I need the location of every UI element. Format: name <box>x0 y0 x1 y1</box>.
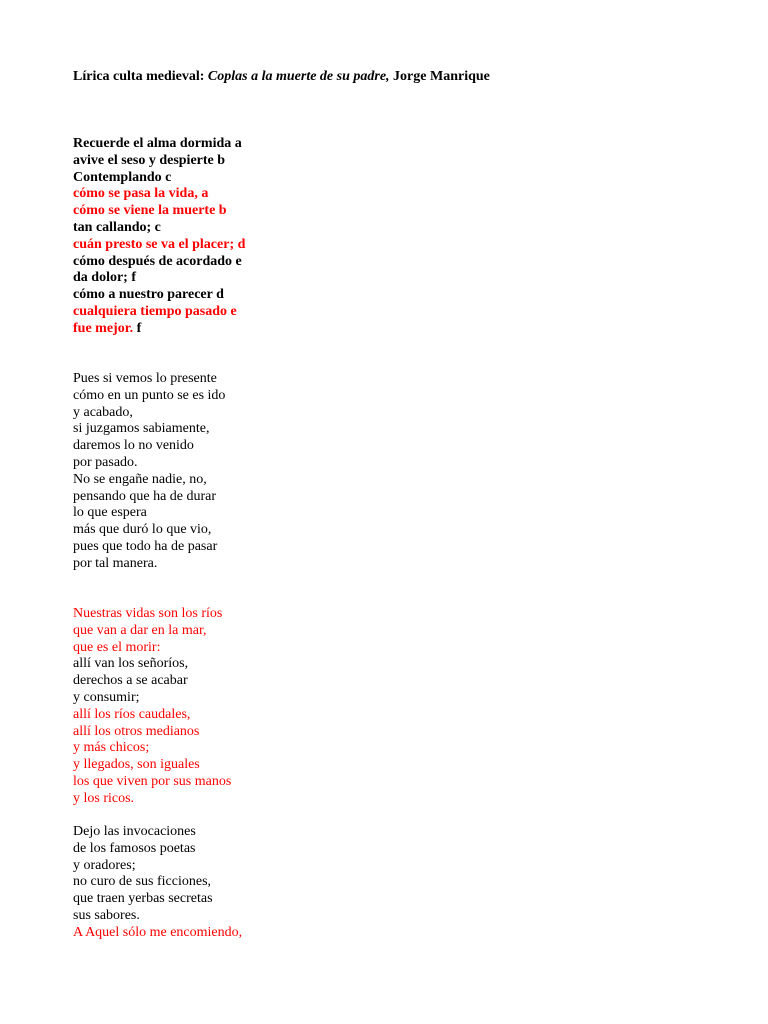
line-segment: tan callando; c <box>73 219 161 235</box>
poem-line <box>73 791 231 808</box>
poem-line <box>73 203 245 220</box>
poem-line <box>73 874 242 891</box>
poem-line <box>73 136 245 153</box>
poem-line <box>73 757 231 774</box>
title-author: Jorge Manrique <box>389 69 490 84</box>
title-prefix: Lírica culta medieval: <box>73 69 208 84</box>
line-segment: Contemplando c <box>73 169 172 185</box>
line-segment: cualquiera tiempo pasado e <box>73 303 237 319</box>
line-segment: allí los otros medianos <box>73 723 200 739</box>
line-segment: fue mejor. <box>73 320 134 336</box>
poem-line <box>73 438 225 455</box>
poem-line <box>73 841 242 858</box>
line-segment: que van a dar en la mar, <box>73 622 207 638</box>
line-segment: pensando que ha de durar <box>73 488 217 504</box>
poem-line <box>73 220 245 237</box>
line-segment: y más chicos; <box>73 740 150 756</box>
line-segment: Nuestras vidas son los ríos <box>73 606 223 621</box>
poem-line <box>73 405 225 422</box>
poem-line <box>73 472 225 489</box>
poem-line <box>73 858 242 875</box>
poem-line <box>73 824 242 841</box>
line-segment: Recuerde el alma dormida a <box>73 136 242 151</box>
line-segment: si juzgamos sabiamente, <box>73 421 210 437</box>
line-segment: lo que espera <box>73 505 147 521</box>
line-segment: y oradores; <box>73 857 136 873</box>
poem-line <box>73 455 225 472</box>
line-segment: que traen yerbas secretas <box>73 891 213 907</box>
poem-line <box>73 606 231 623</box>
line-segment: Dejo las invocaciones <box>73 824 196 839</box>
line-segment: avive el seso y despierte b <box>73 152 226 168</box>
stanza-4 <box>73 824 242 942</box>
poem-line <box>73 891 242 908</box>
poem-line <box>73 556 225 573</box>
poem-line <box>73 153 245 170</box>
line-segment: por tal manera. <box>73 555 158 571</box>
line-segment: que es el morir: <box>73 639 161 655</box>
poem-line <box>73 522 225 539</box>
stanza-1 <box>73 136 245 338</box>
poem-line <box>73 690 231 707</box>
line-segment: derechos a se acabar <box>73 673 188 689</box>
line-segment: cómo a nuestro parecer d <box>73 287 224 303</box>
poem-line <box>73 640 231 657</box>
line-segment: más que duró lo que vio, <box>73 522 212 538</box>
poem-line <box>73 170 245 187</box>
poem-line <box>73 304 245 321</box>
poem-line <box>73 673 231 690</box>
line-segment: A Aquel sólo me encomiendo, <box>73 924 243 940</box>
line-segment: Pues si vemos lo presente <box>73 371 217 386</box>
poem-line <box>73 371 225 388</box>
line-segment: de los famosos poetas <box>73 840 196 856</box>
line-segment: y consumir; <box>73 689 140 705</box>
poem-line <box>73 186 245 203</box>
poem-line <box>73 908 242 925</box>
poem-line <box>73 539 225 556</box>
line-segment: cuán presto se va el placer; d <box>73 236 246 252</box>
poem-line <box>73 707 231 724</box>
poem-line <box>73 505 225 522</box>
poem-line <box>73 925 242 942</box>
line-segment: y acabado, <box>73 404 133 420</box>
line-segment: y los ricos. <box>73 790 135 806</box>
line-segment: cómo después de acordado e <box>73 253 242 269</box>
poem-line <box>73 623 231 640</box>
line-segment: y llegados, son iguales <box>73 757 200 773</box>
line-segment: allí los ríos caudales, <box>73 706 191 722</box>
line-segment: pues que todo ha de pasar <box>73 538 218 554</box>
line-segment: da dolor; f <box>73 270 136 286</box>
poem-line <box>73 388 225 405</box>
document-page <box>73 68 748 940</box>
poem-line <box>73 489 225 506</box>
line-segment: No se engañe nadie, no, <box>73 471 207 487</box>
line-segment: allí van los señoríos, <box>73 656 189 672</box>
poem-line <box>73 774 231 791</box>
poem-line <box>73 724 231 741</box>
poem-line <box>73 656 231 673</box>
poem-line <box>73 237 245 254</box>
poem-line <box>73 740 231 757</box>
stanza-3 <box>73 606 231 808</box>
line-segment: cómo se viene la muerte b <box>73 203 227 219</box>
line-segment: cómo en un punto se es ido <box>73 387 226 403</box>
line-segment: sus sabores. <box>73 907 140 923</box>
poem-line <box>73 421 225 438</box>
line-segment: por pasado. <box>73 454 138 470</box>
line-segment: daremos lo no venido <box>73 438 194 454</box>
line-segment: los que viven por sus manos <box>73 773 232 789</box>
title-work: Coplas a la muerte de su padre, <box>207 69 390 84</box>
poem-line <box>73 270 245 287</box>
line-segment: f <box>133 320 142 336</box>
stanza-2 <box>73 371 225 573</box>
line-segment: no curo de sus ficciones, <box>73 874 212 890</box>
document-title <box>73 68 748 85</box>
poem-line <box>73 287 245 304</box>
poem-line <box>73 254 245 271</box>
poem-line <box>73 321 245 338</box>
line-segment: cómo se pasa la vida, a <box>73 186 209 202</box>
